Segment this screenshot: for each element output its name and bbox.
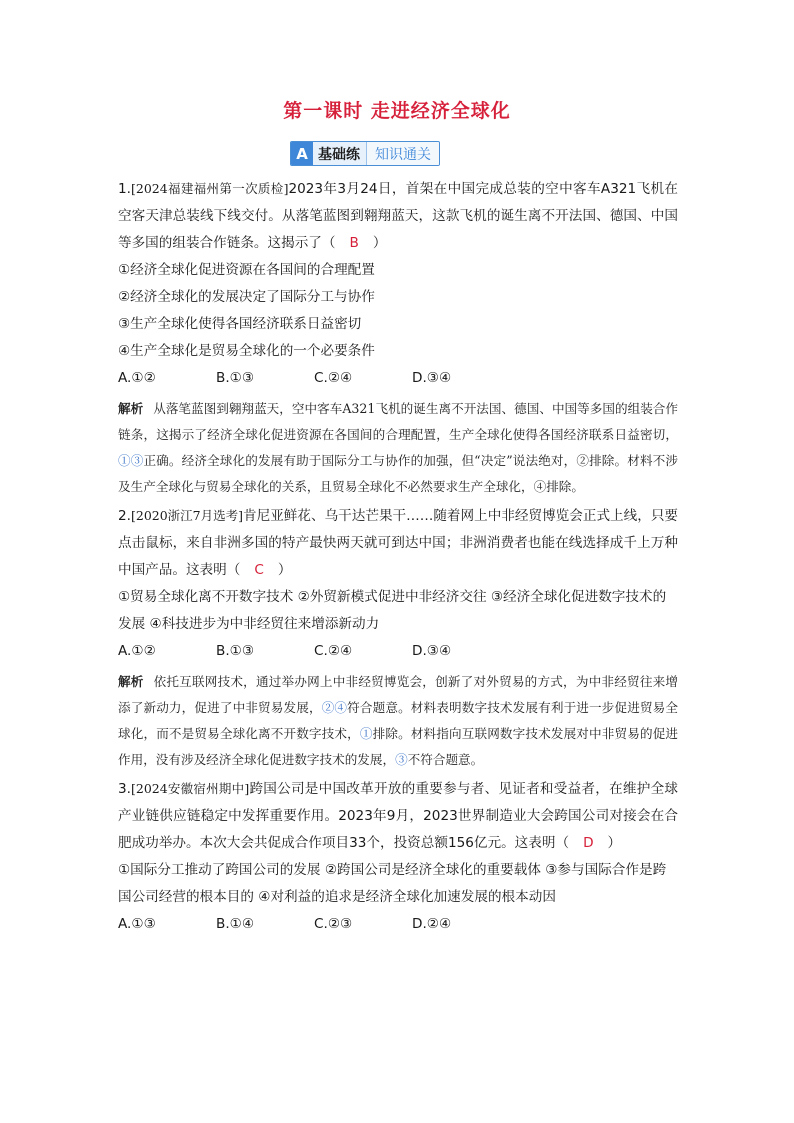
answer-choices [118, 911, 678, 938]
explanation: 解析 依托互联网技术，通过举办网上中非经贸博览会，创新了对外贸易的方式，为中非经贸往来增添了新动力，促进了中非贸易发展，②④符合题意。材料表明数字技术发展有利于进一步促进贸易全球化，而不是贸易全球化离不开数字技术，①排除。材料指向互联网数字技术发展对中非贸易的促进作用，没有涉及经济全球化促进数字技术的发展，③不符合题意。 [118, 674, 679, 767]
option-statements: ①贸易全球化离不开数字技术 ②外贸新模式促进中非经济交往 ③经济全球化促进数字技术的发展 ④科技进步为中非经贸往来增添新动力 [118, 589, 667, 632]
explanation: 解析 从落笔蓝图到翱翔蓝天，空中客车A321飞机的诞生离不开法国、德国、中国等多国的组装合作链条，这揭示了经济全球化促进资源在各国间的合理配置，生产全球化使得各国经济联系日益密切，①③正确。经济全球化的发展有助于国际分工与协作的加强，但“决定”说法绝对，②排除。材料不涉及生产全球化与贸易全球化的关系，且贸易全球化不必然要求生产全球化，④排除。 [118, 401, 678, 494]
question-text: 跨国公司是中国改革开放的重要参与者、见证者和受益者，在维护全球产业链供应链稳定中发挥重要作用。2023年9月，2023世界制造业大会跨国公司对接会在合肥成功举办。本次大会共促成合作项目33个，投资总额156亿元。这表明（ [118, 781, 678, 851]
question-number: 3. [118, 781, 131, 797]
option-statement: ④生产全球化是贸易全球化的一个必要条件 [118, 343, 375, 359]
option-statement: ③生产全球化使得各国经济联系日益密切 [118, 316, 362, 332]
option-statement: ②经济全球化的发展决定了国际分工与协作 [118, 289, 375, 305]
question-text: 肯尼亚鲜花、乌干达芒果干……随着网上中非经贸博览会正式上线，只要点击鼠标，来自非洲多国的特产最快两天就可到达中国；非洲消费者也能在线选择成千上万种中国产品。这表明（ [118, 508, 679, 578]
choice-d: D.②④ [412, 916, 452, 932]
badge-letter: A [291, 142, 313, 165]
explanation-label: 解析 [118, 674, 144, 689]
answer-choices [118, 638, 678, 665]
choice-a: A.①② [118, 643, 156, 659]
answer-letter: B [349, 235, 359, 251]
choice-c: C.②③ [314, 916, 353, 932]
question-2 [118, 502, 678, 773]
badge-sub-label: 知识通关 [366, 142, 439, 165]
choice-b: B.①③ [216, 643, 255, 659]
choice-c: C.②④ [314, 370, 353, 386]
choice-b: B.①④ [216, 916, 255, 932]
question-1 [118, 175, 678, 500]
section-badge [290, 141, 440, 166]
question-number: 1. [118, 181, 131, 197]
choice-b: B.①③ [216, 370, 255, 386]
question-number: 2. [118, 508, 131, 524]
badge-main-label: 基础练 [318, 146, 360, 163]
answer-letter: D [583, 835, 594, 851]
question-3 [118, 775, 678, 938]
option-statement: ①经济全球化促进资源在各国间的合理配置 [118, 262, 375, 278]
option-statements: ①国际分工推动了跨国公司的发展 ②跨国公司是经济全球化的重要载体 ③参与国际合作是跨国公司经营的根本目的 ④对利益的追求是经济全球化加速发展的根本动因 [118, 862, 667, 905]
question-list [118, 175, 678, 940]
question-stem: 2.[2020浙江7月选考]肯尼亚鲜花、乌干达芒果干……随着网上中非经贸博览会正式上线，只要点击鼠标，来自非洲多国的特产最快两天就可到达中国；非洲消费者也能在线选择成千上万种中国产品。这表明（ C ） [118, 508, 679, 578]
choice-d: D.③④ [412, 643, 452, 659]
question-stem: 1.[2024福建福州第一次质检]2023年3月24日，首架在中国完成总装的空中客车A321飞机在空客天津总装线下线交付。从落笔蓝图到翱翔蓝天，这款飞机的诞生离不开法国、德国、中国等多国的组装合作链条。这揭示了（ B ） [118, 181, 678, 251]
choice-d: D.③④ [412, 370, 452, 386]
question-source: [2020浙江7月选考] [130, 508, 244, 523]
question-source: [2024福建福州第一次质检] [130, 181, 289, 196]
answer-choices [118, 365, 678, 392]
explanation-label: 解析 [118, 401, 144, 416]
choice-a: A.①② [118, 370, 156, 386]
question-text: 2023年3月24日，首架在中国完成总装的空中客车A321飞机在空客天津总装线下线交付。从落笔蓝图到翱翔蓝天，这款飞机的诞生离不开法国、德国、中国等多国的组装合作链条。这揭示了（ [118, 181, 678, 251]
choice-c: C.②④ [314, 643, 353, 659]
answer-letter: C [254, 562, 264, 578]
choice-a: A.①③ [118, 916, 156, 932]
question-stem: 3.[2024安徽宿州期中]跨国公司是中国改革开放的重要参与者、见证者和受益者，在维护全球产业链供应链稳定中发挥重要作用。2023年9月，2023世界制造业大会跨国公司对接会在合肥成功举办。本次大会共促成合作项目33个，投资总额156亿元。这表明（ D ） [118, 781, 678, 851]
question-source: [2024安徽宿州期中] [130, 781, 250, 796]
page-title: 第一课时 走进经济全球化 [283, 100, 511, 122]
